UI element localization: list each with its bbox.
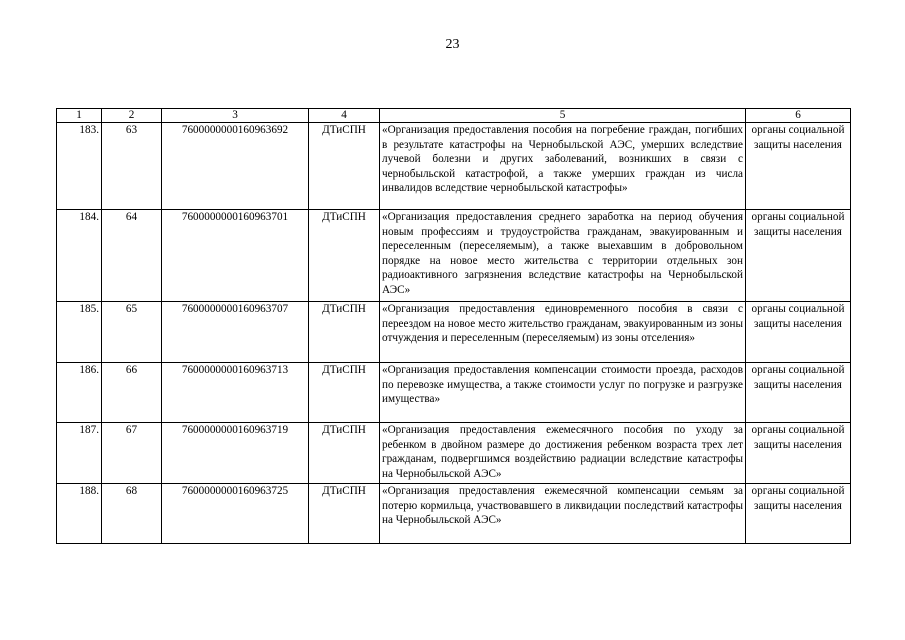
table-header-row <box>57 109 851 123</box>
department: ДТиСПН <box>309 302 380 363</box>
department: ДТиСПН <box>309 123 380 210</box>
column-header: 3 <box>162 109 309 123</box>
row-number: 185. <box>57 302 102 363</box>
service-name: «Организация предоставления среднего заработка на период обучения новым профессиям и трудоустройства гражданам, эвакуированным и переселенным (переселяемым), а также выехавшим в добровольном порядке на новое место жительства с территории отдельных зон радиоактивного загрязнения вследствие катастрофы на Чернобыльской АЭС» <box>380 210 746 302</box>
department: ДТиСПН <box>309 210 380 302</box>
row-sub-number: 64 <box>102 210 162 302</box>
page-number: 23 <box>445 37 460 52</box>
row-sub-number: 66 <box>102 363 162 423</box>
service-name: «Организация предоставления пособия на погребение граждан, погибших в результате катастрофы на Чернобыльской АЭС, умерших вследствие лучевой болезни и других заболеваний, возникших в связи с чернобыльской катастрофой, а также умерших граждан из числа инвалидов вследствие чернобыльской катастрофы» <box>380 123 746 210</box>
row-number: 183. <box>57 123 102 210</box>
department: ДТиСПН <box>309 363 380 423</box>
row-sub-number: 67 <box>102 423 162 484</box>
executor: органы социальной защиты населения <box>746 484 851 544</box>
table-row <box>57 210 851 302</box>
row-sub-number: 65 <box>102 302 162 363</box>
row-number: 184. <box>57 210 102 302</box>
service-code: 7600000000160963707 <box>162 302 309 363</box>
column-header: 4 <box>309 109 380 123</box>
table-row <box>57 363 851 423</box>
service-code: 7600000000160963719 <box>162 423 309 484</box>
column-header: 2 <box>102 109 162 123</box>
services-table <box>56 108 851 544</box>
service-code: 7600000000160963701 <box>162 210 309 302</box>
executor: органы социальной защиты населения <box>746 363 851 423</box>
service-name: «Организация предоставления ежемесячной компенсации семьям за потерю кормильца, участвовавшего в ликвидации последствий катастрофы на Чернобыльской АЭС» <box>380 484 746 544</box>
column-header: 1 <box>57 109 102 123</box>
service-code: 7600000000160963725 <box>162 484 309 544</box>
service-name: «Организация предоставления ежемесячного пособия по уходу за ребенком в двойном размере до достижения ребенком возраста трех лет гражданам, подвергшимся воздействию радиации вследствие катастрофы на Чернобыльской АЭС» <box>380 423 746 484</box>
executor: органы социальной защиты населения <box>746 423 851 484</box>
service-name: «Организация предоставления компенсации стоимости проезда, расходов по перевозке имущества, а также стоимости услуг по погрузке и разгрузке имущества» <box>380 363 746 423</box>
department: ДТиСПН <box>309 484 380 544</box>
table-row <box>57 484 851 544</box>
row-sub-number: 63 <box>102 123 162 210</box>
row-number: 187. <box>57 423 102 484</box>
executor: органы социальной защиты населения <box>746 123 851 210</box>
row-number: 186. <box>57 363 102 423</box>
executor: органы социальной защиты населения <box>746 210 851 302</box>
table-row <box>57 302 851 363</box>
column-header: 5 <box>380 109 746 123</box>
row-number: 188. <box>57 484 102 544</box>
service-code: 7600000000160963692 <box>162 123 309 210</box>
row-sub-number: 68 <box>102 484 162 544</box>
service-name: «Организация предоставления единовременного пособия в связи с переездом на новое место жительство гражданам, эвакуированным из зоны отчуждения и переселенным (переселяемым) из зоны отселения» <box>380 302 746 363</box>
service-code: 7600000000160963713 <box>162 363 309 423</box>
column-header: 6 <box>746 109 851 123</box>
executor: органы социальной защиты населения <box>746 302 851 363</box>
table-row <box>57 123 851 210</box>
table-row <box>57 423 851 484</box>
department: ДТиСПН <box>309 423 380 484</box>
